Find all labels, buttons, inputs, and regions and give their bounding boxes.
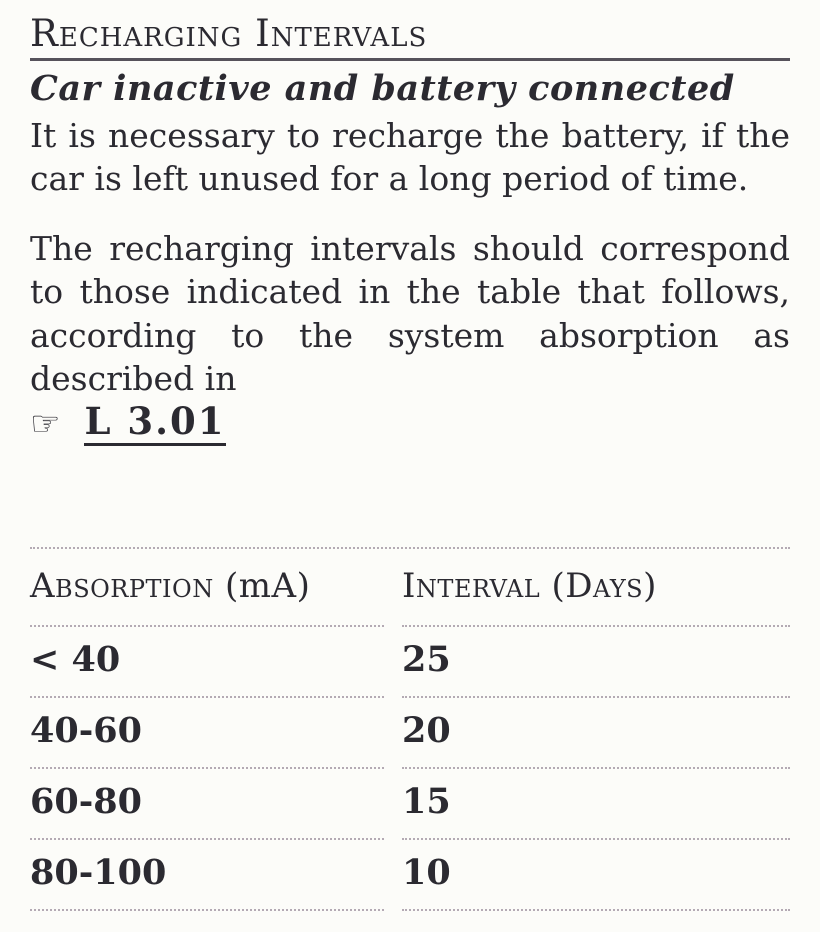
column-header-absorption	[30, 549, 384, 627]
absorption-cell: < 40	[30, 627, 384, 698]
table-header-row	[30, 549, 790, 627]
page-title: Recharging Intervals	[30, 12, 428, 55]
paragraph-recharging-intervals: The recharging intervals should correspond to those indicated in the table that follows, according to the system absorption as described in	[30, 229, 790, 398]
table-row	[30, 698, 790, 769]
column-header-interval-label: Interval (Days)	[402, 565, 657, 606]
table-row	[30, 769, 790, 840]
section-subtitle: Car inactive and battery connected	[30, 67, 735, 109]
column-header-interval	[402, 549, 790, 627]
absorption-cell: 40-60	[30, 698, 384, 769]
interval-cell: 10	[402, 840, 790, 911]
column-header-absorption-unit: (mA)	[213, 565, 311, 606]
absorption-cell: 60-80	[30, 769, 384, 840]
recharge-interval-table	[30, 547, 790, 911]
title-rule	[30, 58, 790, 61]
reference-link[interactable]: L 3.01	[84, 402, 225, 446]
column-header-absorption-label: Absorption	[30, 565, 214, 606]
pointing-hand-icon: ☞	[30, 403, 61, 444]
interval-cell: 20	[402, 698, 790, 769]
cross-reference	[30, 399, 790, 446]
interval-cell: 25	[402, 627, 790, 698]
table-body	[30, 627, 790, 911]
table-row	[30, 840, 790, 911]
interval-cell: 15	[402, 769, 790, 840]
absorption-cell: 80-100	[30, 840, 384, 911]
paragraph-battery-recharge: It is necessary to recharge the battery, if the car is left unused for a long period of time.	[30, 115, 790, 198]
table-row	[30, 627, 790, 698]
